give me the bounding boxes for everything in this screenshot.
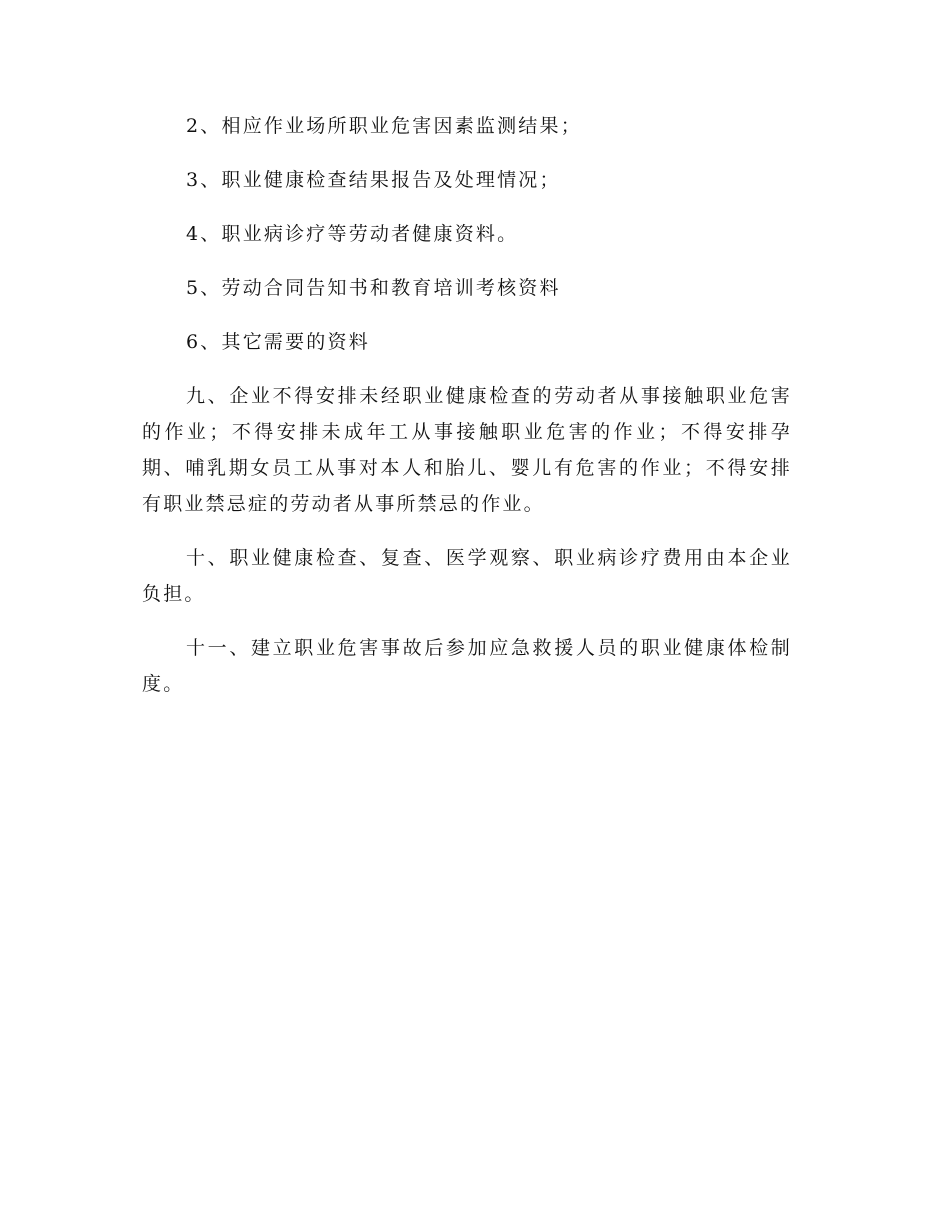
paragraph-article-eleven: 十一、建立职业危害事故后参加应急救援人员的职业健康体检制度。 (142, 637, 792, 695)
list-item-monitoring-results: 2、相应作业场所职业危害因素监测结果； (186, 115, 582, 137)
list-item-contract-training: 5、劳动合同告知书和教育培训考核资料 (186, 277, 561, 299)
paragraph-article-nine: 九、企业不得安排未经职业健康检查的劳动者从事接触职业危害的作业；不得安排未成年工从事接触职业危害的作业；不得安排孕期、哺乳期女员工从事对本人和胎儿、婴儿有危害的作业；不得安排有职业禁忌症的劳动者从事所禁忌的作业。 (142, 385, 792, 515)
list-item-diagnosis-records: 4、职业病诊疗等劳动者健康资料。 (186, 223, 519, 245)
list-item-other-materials: 6、其它需要的资料 (186, 331, 370, 353)
document-body (142, 108, 792, 720)
list-item-health-check-report: 3、职业健康检查结果报告及处理情况； (186, 169, 561, 191)
paragraph-article-ten: 十、职业健康检查、复查、医学观察、职业病诊疗费用由本企业负担。 (142, 547, 792, 605)
